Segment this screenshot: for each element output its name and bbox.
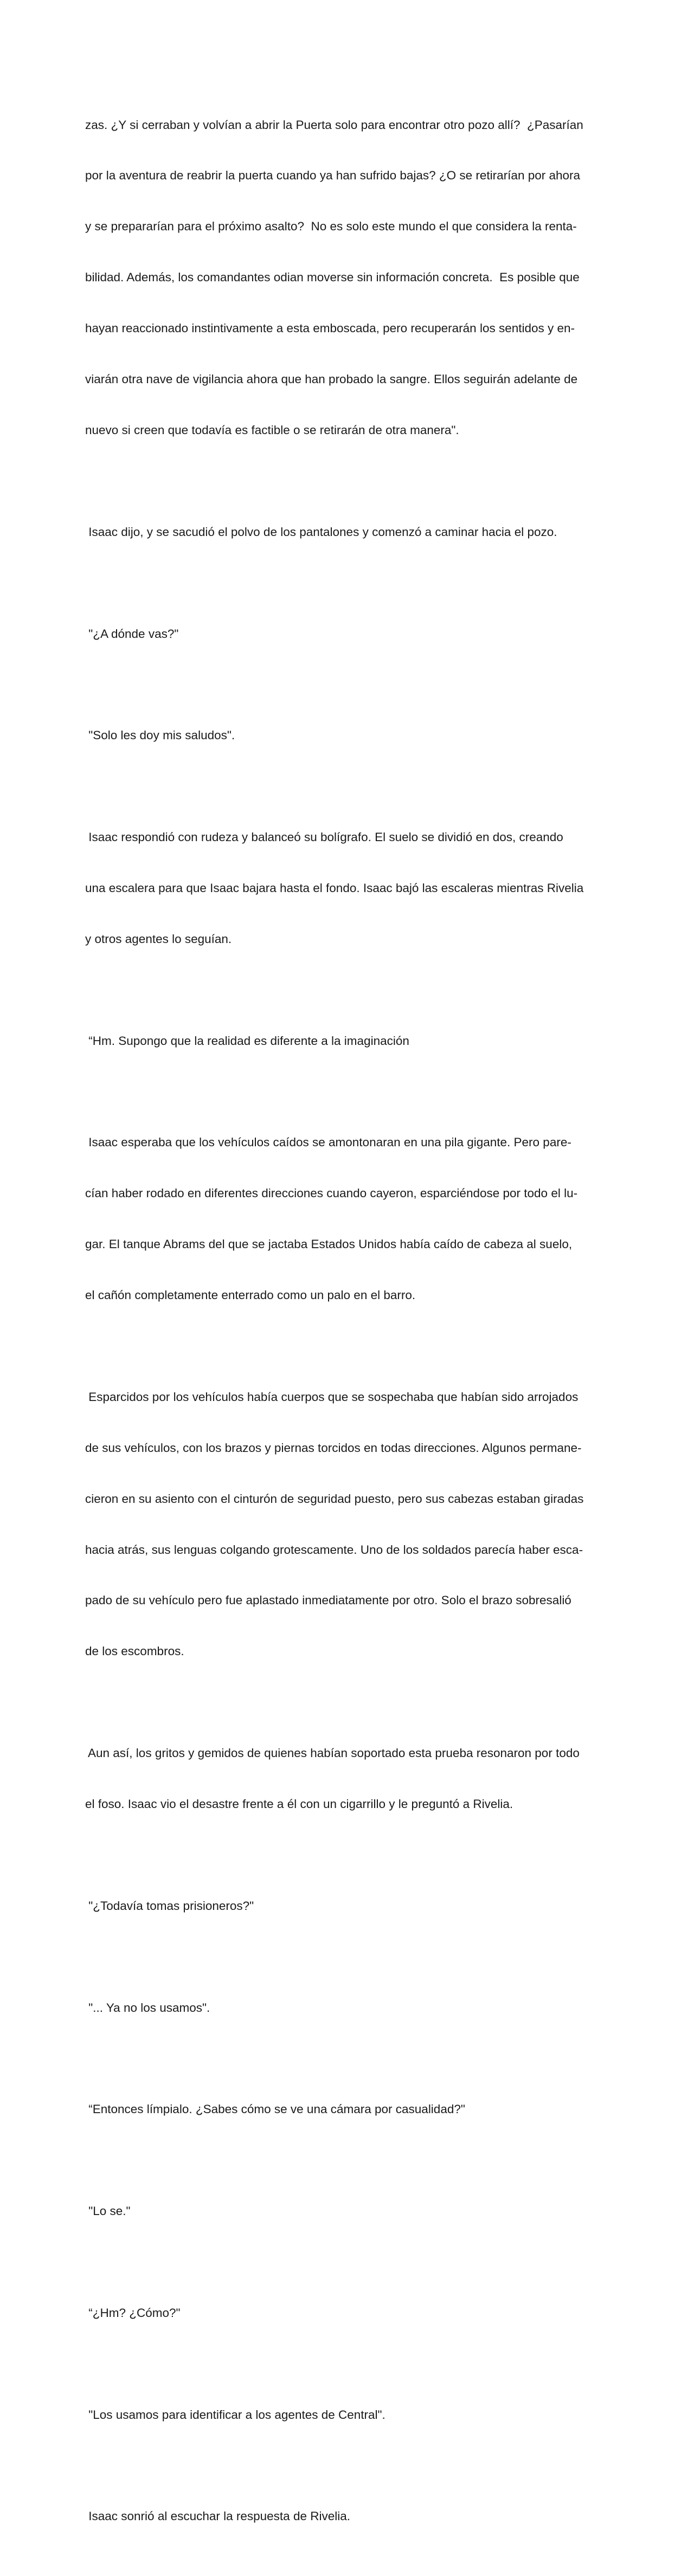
text-line: y se prepararían para el próximo asalto? No es solo este mundo el que considera la renta- [85, 219, 577, 234]
text-line: "Solo les doy mis saludos". [85, 728, 235, 743]
text-line: el foso. Isaac vio el desastre frente a él con un cigarrillo y le preguntó a Rivelia. [85, 1797, 513, 1811]
paragraph [85, 795, 612, 981]
text-line: por la aventura de reabrir la puerta cuando ya han sufrido bajas? ¿O se retirarían por ahora [85, 169, 581, 183]
dialogue-line [85, 998, 612, 1083]
text-line: "... Ya no los usamos". [85, 2000, 210, 2015]
paragraph [85, 1711, 612, 1847]
text-line: “Hm. Supongo que la realidad es diferente a la imaginación [85, 1034, 409, 1048]
text-line: "Lo se." [85, 2204, 131, 2218]
dialogue-line [85, 2270, 612, 2355]
dialogue-line [85, 1965, 612, 2050]
text-line: de los escombros. [85, 1644, 184, 1658]
text-line: Isaac dijo, y se sacudió el polvo de los pantalones y comenzó a caminar hacia el pozo. [85, 525, 557, 539]
text-line: cían haber rodado en diferentes direcciones cuando cayeron, esparciéndose por todo el lu- [85, 1186, 578, 1200]
text-line: Esparcidos por los vehículos había cuerpos que se sospechaba que habían sido arrojados [85, 1390, 579, 1404]
document-page [85, 82, 612, 2576]
dialogue-line [85, 591, 612, 676]
text-line: una escalera para que Isaac bajara hasta el fondo. Isaac bajó las escaleras mientras Rivelia [85, 881, 584, 895]
text-line: "¿A dónde vas?" [85, 627, 179, 641]
dialogue-line [85, 2169, 612, 2254]
text-line: pado de su vehículo pero fue aplastado inmediatamente por otro. Solo el brazo sobresalió [85, 1593, 571, 1607]
text-line: “¿Hm? ¿Cómo?" [85, 2306, 181, 2320]
dialogue-line [85, 2372, 612, 2457]
paragraph [85, 489, 612, 574]
dialogue-line [85, 2067, 612, 2152]
paragraph [85, 1100, 612, 1338]
text-line: bilidad. Además, los comandantes odian moverse sin información concreta. Es posible que [85, 270, 580, 285]
text-line: hacia atrás, sus lenguas colgando grotescamente. Uno de los soldados parecía haber esca- [85, 1542, 583, 1557]
text-line: el cañón completamente enterrado como un palo en el barro. [85, 1288, 416, 1302]
text-line: Isaac esperaba que los vehículos caídos se amontonaran en una pila gigante. Pero pare- [85, 1135, 571, 1150]
text-line: zas. ¿Y si cerraban y volvían a abrir la Puerta solo para encontrar otro pozo allí? ¿Pasarían [85, 118, 583, 132]
text-line: Aun así, los gritos y gemidos de quienes habían soportado esta prueba resonaron por todo [85, 1746, 580, 1760]
text-line: viarán otra nave de vigilancia ahora que han probado la sangre. Ellos seguirán adelante de [85, 372, 578, 386]
text-line: gar. El tanque Abrams del que se jactaba Estados Unidos había caído de cabeza al suelo, [85, 1237, 573, 1251]
text-line: hayan reaccionado instintivamente a esta emboscada, pero recuperarán los sentidos y en- [85, 321, 575, 335]
text-line: nuevo si creen que todavía es factible o se retirarán de otra manera". [85, 423, 459, 437]
paragraph [85, 2474, 612, 2559]
paragraph [85, 1354, 612, 1694]
paragraph [85, 82, 612, 473]
text-line: "Los usamos para identificar a los agentes de Central". [85, 2407, 385, 2422]
text-line: y otros agentes lo seguían. [85, 932, 232, 946]
text-line: "¿Todavía tomas prisioneros?" [85, 1899, 254, 1913]
dialogue-line [85, 1863, 612, 1948]
text-line: cieron en su asiento con el cinturón de seguridad puesto, pero sus cabezas estaban giradas [85, 1492, 584, 1506]
text-line: Isaac sonrió al escuchar la respuesta de Rivelia. [85, 2509, 351, 2523]
text-line: Isaac respondió con rudeza y balanceó su bolígrafo. El suelo se dividió en dos, creando [85, 830, 563, 844]
text-line: “Entonces límpialo. ¿Sabes cómo se ve una cámara por casualidad?" [85, 2102, 465, 2116]
dialogue-line [85, 693, 612, 778]
text-line: de sus vehículos, con los brazos y piernas torcidos en todas direcciones. Algunos permane- [85, 1441, 582, 1455]
